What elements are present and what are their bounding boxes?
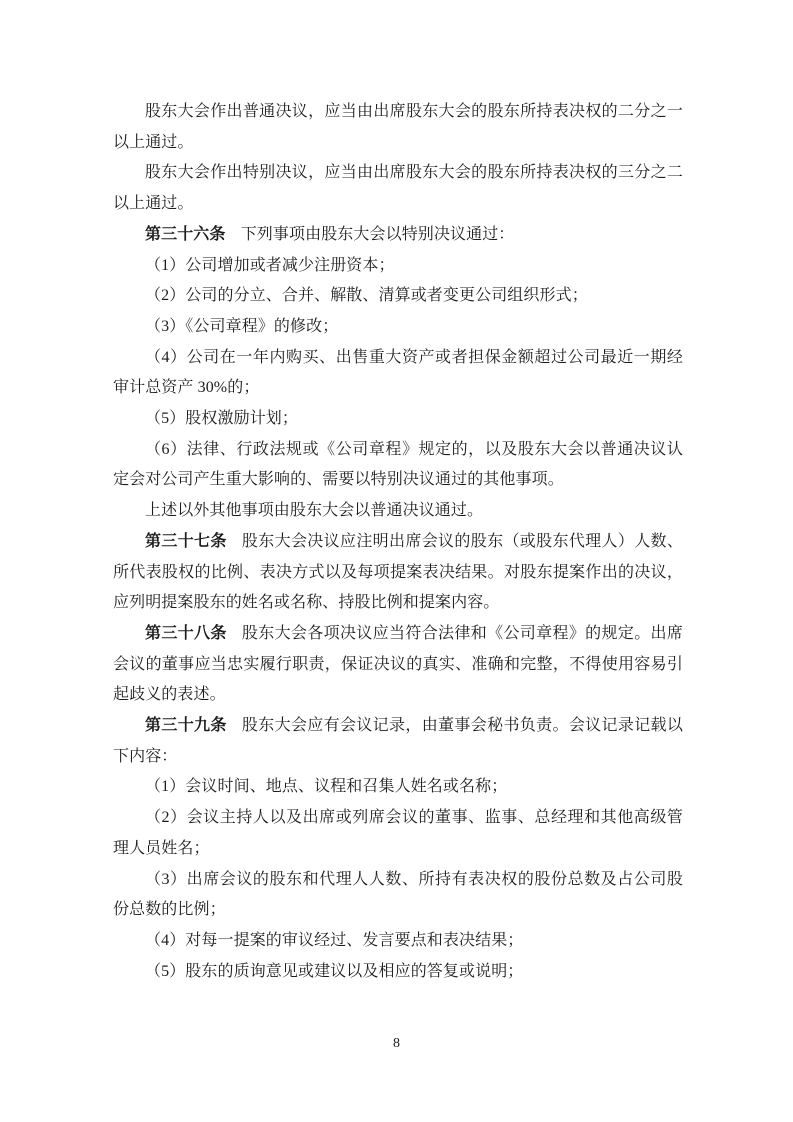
paragraph (113, 803, 683, 864)
article-number-label: 第三十七条 (145, 532, 227, 550)
article-number-label: 第三十六条 (145, 225, 226, 243)
paragraph (113, 496, 683, 527)
paragraph-text: （3）《公司章程》的修改； (145, 317, 339, 335)
page-footer (0, 1034, 793, 1054)
paragraph-text: 股东大会各项决议应当符合法律和《公司章程》的规定。出席会议的董事应当忠实履行职责，保证决议的真实、准确和完整，不得使用容易引起歧义的表述。 (113, 624, 683, 704)
paragraph-text: （6）法律、行政法规或《公司章程》规定的，以及股东大会以普通决议认定会对公司产生重大影响的、需要以特别决议通过的其他事项。 (113, 440, 683, 489)
paragraph (113, 343, 683, 404)
paragraph (113, 312, 683, 343)
paragraph (113, 435, 683, 496)
paragraph (113, 711, 683, 772)
paragraph-text: 股东大会应有会议记录，由董事会秘书负责。会议记录记载以下内容： (113, 717, 683, 765)
paragraph (113, 619, 683, 711)
paragraph (113, 158, 683, 219)
article-number-label: 第三十九条 (145, 717, 227, 735)
paragraph (113, 404, 683, 435)
paragraph-text: 股东大会作出普通决议，应当由出席股东大会的股东所持表决权的二分之一以上通过。 (113, 103, 683, 151)
document-body (113, 97, 683, 987)
paragraph-text: （1）会议时间、地点、议程和召集人姓名或名称； (145, 778, 508, 796)
paragraph-text: （2）公司的分立、合并、解散、清算或者变更公司组织形式； (145, 287, 588, 305)
paragraph (113, 97, 683, 158)
paragraph (113, 527, 683, 619)
paragraph-text: 上述以外其他事项由股东大会以普通决议通过。 (145, 502, 484, 520)
paragraph (113, 251, 683, 282)
paragraph-text: （4）对每一提案的审议经过、发言要点和表决结果； (145, 931, 524, 949)
paragraph (113, 865, 683, 926)
paragraph (113, 772, 683, 803)
page-number: 8 (393, 1036, 400, 1051)
paragraph (113, 957, 683, 988)
paragraph (113, 926, 683, 957)
paragraph-text: 下列事项由股东大会以特别决议通过： (240, 225, 515, 243)
paragraph-text: （5）股权激励计划； (145, 410, 299, 428)
paragraph-text: （5）股东的质询意见或建议以及相应的答复或说明； (145, 962, 524, 980)
paragraph-text: 股东大会决议应注明出席会议的股东（或股东代理人）人数、所代表股权的比例、表决方式以及每项提案表决结果。对股东提案作出的决议，应列明提案股东的姓名或名称、持股比例和提案内容。 (113, 532, 683, 612)
paragraph (113, 220, 683, 251)
article-number-label: 第三十八条 (145, 624, 227, 642)
paragraph-text: （4）公司在一年内购买、出售重大资产或者担保金额超过公司最近一期经审计总资产 30%的； (113, 348, 683, 397)
paragraph-text: 股东大会作出特别决议，应当由出席股东大会的股东所持表决权的三分之二以上通过。 (113, 164, 683, 213)
paragraph-text: （3）出席会议的股东和代理人人数、所持有表决权的股份总数及占公司股份总数的比例； (113, 870, 683, 919)
paragraph-text: （2）会议主持人以及出席或列席会议的董事、监事、总经理和其他高级管理人员姓名； (113, 809, 683, 857)
paragraph (113, 281, 683, 312)
paragraph-text: （1）公司增加或者减少注册资本； (145, 256, 395, 274)
